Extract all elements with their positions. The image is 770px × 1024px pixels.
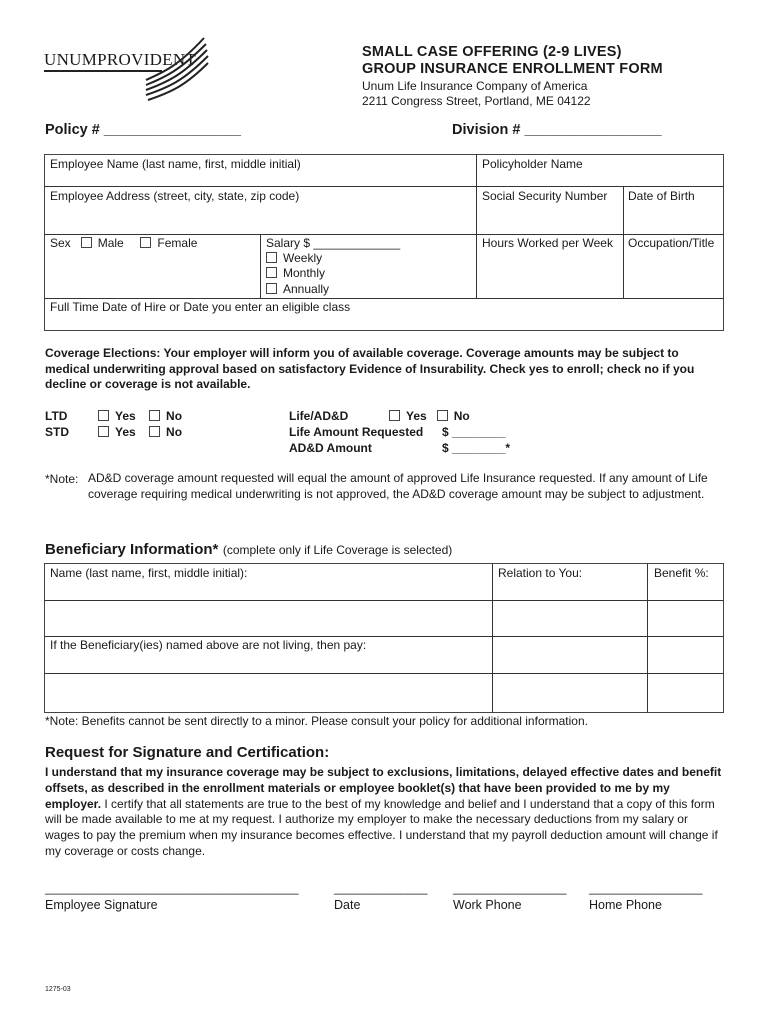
- life-add-options: [389, 409, 470, 423]
- salary-field[interactable]: Salary $ _____________: [266, 236, 401, 250]
- ltd-yes-checkbox[interactable]: [98, 410, 109, 421]
- table-divider: [44, 600, 724, 601]
- table-divider: [476, 154, 477, 298]
- male-checkbox[interactable]: [81, 237, 92, 248]
- coverage-note-prefix: *Note:: [45, 472, 79, 486]
- date-line[interactable]: ______________: [334, 881, 428, 895]
- table-divider: [44, 636, 724, 637]
- certification-bold-text: I understand that my insurance coverage may be subject to exclusions, limitations, delayed effective dates and benefit offsets, as described in the enrollment materials or employee booklet(s) that have been provided to me by my employer.: [45, 765, 722, 811]
- weekly-checkbox[interactable]: [266, 252, 277, 263]
- form-title-line2: GROUP INSURANCE ENROLLMENT FORM: [362, 61, 663, 77]
- annually-checkbox[interactable]: [266, 283, 277, 294]
- female-checkbox[interactable]: [140, 237, 151, 248]
- monthly-checkbox[interactable]: [266, 267, 277, 278]
- occupation-field[interactable]: Occupation/Title: [628, 236, 715, 250]
- ltd-label: LTD: [45, 409, 68, 423]
- policyholder-name-field[interactable]: Policyholder Name: [482, 157, 583, 171]
- hours-worked-field[interactable]: Hours Worked per Week: [482, 236, 613, 250]
- beneficiary-subtitle: (complete only if Life Coverage is selected): [222, 543, 453, 557]
- no-label: No: [166, 409, 183, 423]
- table-divider: [492, 563, 493, 713]
- employee-address-field[interactable]: Employee Address (street, city, state, zip code): [50, 189, 300, 203]
- life-no-checkbox[interactable]: [437, 410, 448, 421]
- beneficiary-relation-field[interactable]: Relation to You:: [498, 566, 583, 580]
- annually-label: Annually: [283, 282, 330, 296]
- contingent-beneficiary-field[interactable]: If the Beneficiary(ies) named above are not living, then pay:: [50, 638, 367, 652]
- std-options: [98, 425, 182, 439]
- monthly-label: Monthly: [283, 266, 326, 280]
- date-of-birth-field[interactable]: Date of Birth: [628, 189, 695, 203]
- beneficiary-name-field[interactable]: Name (last name, first, middle initial):: [50, 566, 248, 580]
- beneficiary-heading: [45, 541, 452, 559]
- division-number-field[interactable]: Division # _________________: [452, 122, 662, 138]
- std-no-checkbox[interactable]: [149, 426, 160, 437]
- table-divider: [623, 186, 624, 298]
- salary-annually: [266, 282, 329, 297]
- life-amount-label: Life Amount Requested: [289, 425, 424, 439]
- weekly-label: Weekly: [283, 251, 323, 265]
- hire-date-field[interactable]: Full Time Date of Hire or Date you enter an eligible class: [50, 300, 351, 314]
- home-phone-line[interactable]: _________________: [589, 881, 703, 895]
- employee-signature-label: Employee Signature: [45, 898, 158, 912]
- table-divider: [44, 673, 724, 674]
- ssn-field[interactable]: Social Security Number: [482, 189, 608, 203]
- sex-field: [50, 236, 197, 251]
- salary-monthly: [266, 266, 325, 281]
- logo-text: UNUMPROVIDENT: [44, 50, 197, 69]
- no-label: No: [166, 425, 183, 439]
- female-label: Female: [157, 236, 198, 250]
- ltd-options: [98, 409, 182, 423]
- yes-label: Yes: [115, 409, 136, 423]
- table-divider: [44, 298, 724, 299]
- beneficiary-benefit-field[interactable]: Benefit %:: [654, 566, 709, 580]
- company-name: Unum Life Insurance Company of America: [362, 79, 588, 93]
- home-phone-label: Home Phone: [589, 898, 662, 912]
- yes-label: Yes: [115, 425, 136, 439]
- ltd-no-checkbox[interactable]: [149, 410, 160, 421]
- coverage-intro: Coverage Elections: Your employer will inform you of available coverage. Coverage amounts may be subject to medical underwriting approval based on satisfactory Evidence of Insurability. Check yes to enroll; check no if you decline or coverage is not available.: [45, 346, 695, 391]
- company-address: 2211 Congress Street, Portland, ME 04122: [362, 94, 591, 108]
- add-amount-field[interactable]: $ ________*: [442, 441, 511, 455]
- form-number: 1275-03: [45, 986, 71, 993]
- life-add-label: Life/AD&D: [289, 409, 349, 423]
- beneficiary-note: *Note: Benefits cannot be sent directly to a minor. Please consult your policy for additional information.: [45, 714, 588, 728]
- signature-heading: Request for Signature and Certification:: [45, 744, 330, 761]
- certification-plain-text: I certify that all statements are true to the best of my knowledge and belief and I understand that a copy of this form will be made available to me at my request. I authorize my employer to make the necessary deductions from my salary or wages to pay the premium when my insurance becomes effective. I understand that my payroll deduction amount will change if my coverage or costs change.: [45, 796, 718, 858]
- life-amount-field[interactable]: $ ________: [442, 425, 506, 439]
- form-title-line1: SMALL CASE OFFERING (2-9 LIVES): [362, 44, 622, 60]
- beneficiary-title: Beneficiary Information*: [45, 541, 219, 558]
- life-yes-checkbox[interactable]: [389, 410, 400, 421]
- logo: [44, 36, 209, 102]
- male-label: Male: [97, 236, 124, 250]
- employee-signature-line[interactable]: ______________________________________: [45, 881, 299, 895]
- logo-wave-icon: [144, 36, 210, 102]
- sex-label: Sex: [50, 236, 71, 250]
- table-divider: [647, 563, 648, 713]
- add-amount-label: AD&D Amount: [289, 441, 372, 455]
- table-divider: [44, 234, 724, 235]
- policy-number-field[interactable]: Policy # _________________: [45, 122, 241, 138]
- coverage-note: AD&D coverage amount requested will equal the amount of approved Life Insurance requested. If any amount of Life coverage requiring medical underwriting is not approved, the AD&D coverage amount may be subject to adjustment.: [88, 471, 708, 501]
- work-phone-label: Work Phone: [453, 898, 522, 912]
- std-label: STD: [45, 425, 69, 439]
- salary-weekly: [266, 251, 322, 266]
- table-divider: [260, 234, 261, 298]
- table-divider: [44, 186, 724, 187]
- certification-text: [45, 765, 725, 860]
- employee-name-field[interactable]: Employee Name (last name, first, middle initial): [50, 157, 301, 171]
- no-label: No: [453, 409, 470, 423]
- std-yes-checkbox[interactable]: [98, 426, 109, 437]
- date-label: Date: [334, 898, 361, 912]
- yes-label: Yes: [406, 409, 427, 423]
- work-phone-line[interactable]: _________________: [453, 881, 567, 895]
